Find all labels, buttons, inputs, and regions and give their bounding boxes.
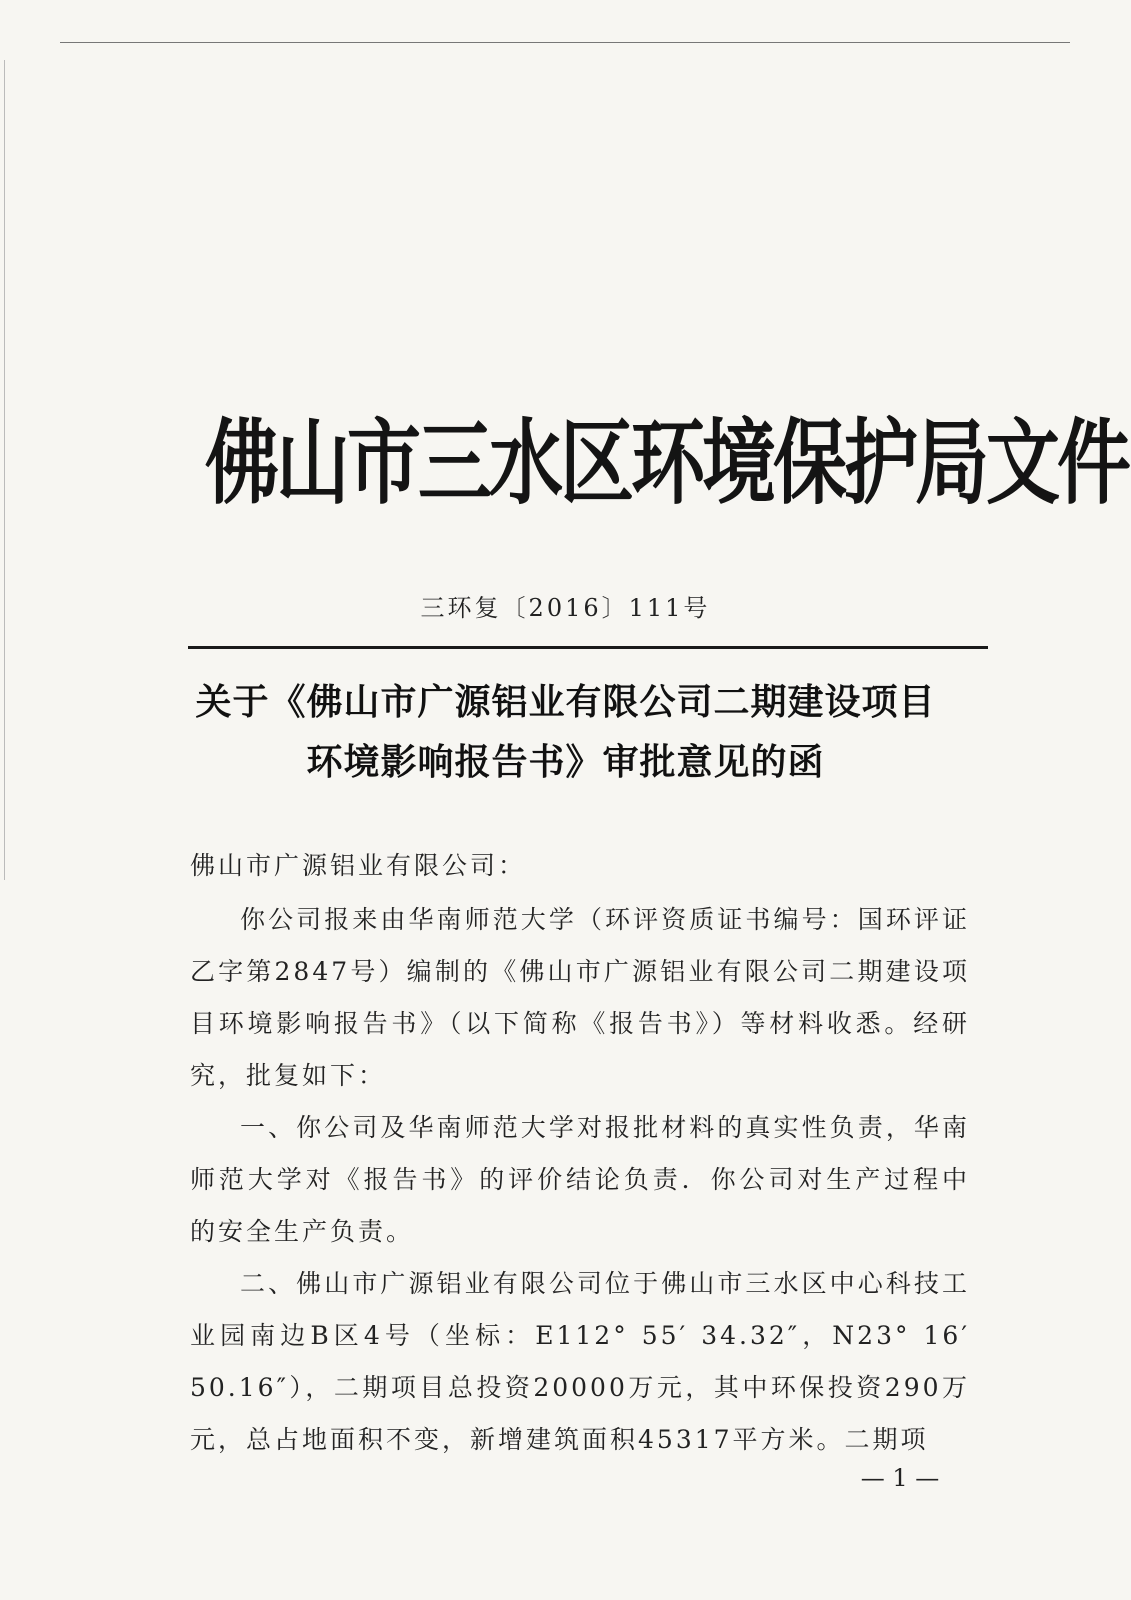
page-number: — 1 — <box>860 1464 940 1492</box>
paragraph-intro <box>190 894 970 1102</box>
decision-lead: 经研究，批复如下： <box>190 1009 970 1090</box>
subject-line-1: 关于《佛山市广源铝业有限公司二期建设项目 <box>195 681 936 723</box>
subject-line-2: 环境影响报告书》审批意见的函 <box>306 741 825 783</box>
document-number: 三环复〔2016〕111号 <box>420 594 711 622</box>
issuer-header: 佛山市三水区环境保护局文件 <box>205 410 1128 518</box>
paragraph-responsibility: 一、你公司及华南师范大学对报批材料的真实性负责，华南师范大学对《报告书》的评价结论负责．你公司对生产过程中的安全生产负责。 <box>190 1113 970 1246</box>
scan-top-edge <box>60 42 1070 43</box>
paragraph-project-info: 二、佛山市广源铝业有限公司位于佛山市三水区中心科技工业园南边B区4号（坐标：E112° 55′ 34.32″，N23° 16′ 50.16″），二期项目总投资20000万元，其中环保投资290万元，总占地面积不变，新增建筑面积45317平方米。二期项 <box>190 1269 970 1454</box>
salutation: 佛山市广源铝业有限公司： <box>190 851 527 880</box>
document-subject <box>0 672 1131 792</box>
paragraph-intro-text: 你公司报来由华南师范大学（环评资质证书编号：国环评证乙字第2847号）编制的《佛山市广源铝业有限公司二期建设项目环境影响报告书》（以下简称《报告书》）等材料收悉。 <box>190 905 970 1038</box>
header-divider <box>188 646 988 649</box>
document-body <box>190 840 970 1466</box>
